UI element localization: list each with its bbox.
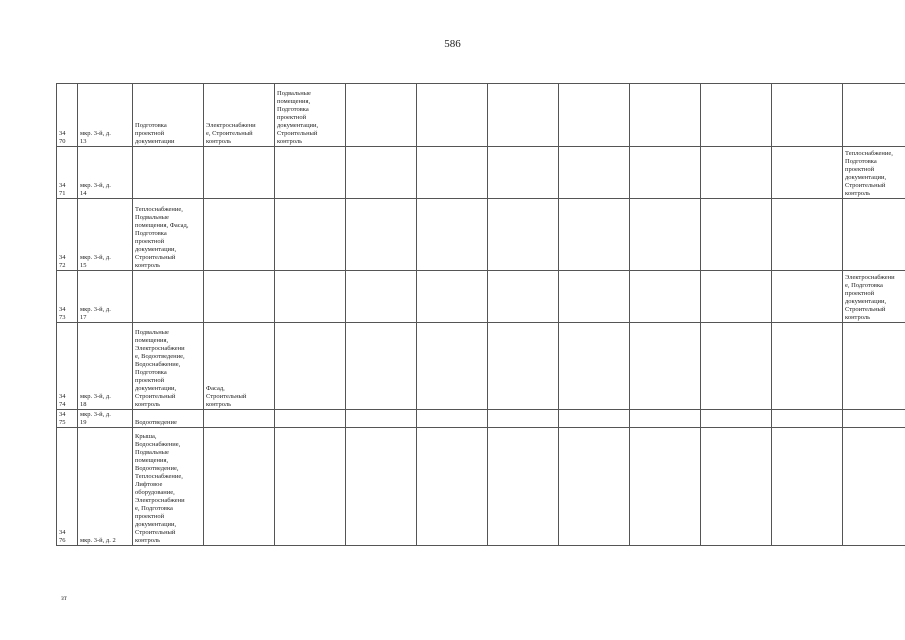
works-cell-3 [275, 147, 346, 199]
works-cell-12 [843, 410, 905, 428]
table-row [57, 410, 905, 428]
works-cell-12 [843, 428, 905, 546]
works-cell-3 [275, 271, 346, 323]
empty-cell [701, 271, 772, 323]
empty-cell [488, 147, 559, 199]
empty-cell [772, 84, 843, 147]
empty-cell [701, 84, 772, 147]
empty-cell [488, 199, 559, 271]
empty-cell [417, 323, 488, 410]
empty-cell [630, 147, 701, 199]
empty-cell [559, 410, 630, 428]
empty-cell [701, 428, 772, 546]
works-cell-2 [204, 199, 275, 271]
empty-cell [772, 271, 843, 323]
empty-cell [488, 428, 559, 546]
address-cell: мкр. 3-й, д. 13 [78, 84, 133, 147]
works-cell-1: Крыша, Водоснабжение, Подвальные помещения, Водоотведение, Теплоснабжение, Лифтовое оборудование, Электроснабжени e, Подготовка проектной документации, Строительный контроль [133, 428, 204, 546]
empty-cell [417, 410, 488, 428]
footer-mark: зт [61, 594, 67, 602]
works-cell-1: Водоотведение [133, 410, 204, 428]
empty-cell [630, 428, 701, 546]
empty-cell [630, 410, 701, 428]
works-cell-12 [843, 84, 905, 147]
empty-cell [488, 410, 559, 428]
works-cell-2: Фасад, Строительный контроль [204, 323, 275, 410]
empty-cell [630, 323, 701, 410]
empty-cell [346, 199, 417, 271]
empty-cell [417, 84, 488, 147]
row-number-cell: 34 72 [57, 199, 78, 271]
empty-cell [559, 271, 630, 323]
row-number-cell: 34 76 [57, 428, 78, 546]
empty-cell [701, 410, 772, 428]
table-row [57, 84, 905, 147]
works-cell-1 [133, 271, 204, 323]
works-cell-1: Подготовка проектной документации [133, 84, 204, 147]
empty-cell [417, 147, 488, 199]
empty-cell [488, 84, 559, 147]
empty-cell [772, 428, 843, 546]
works-cell-2: Электроснабжени e, Строительный контроль [204, 84, 275, 147]
empty-cell [417, 428, 488, 546]
works-cell-12 [843, 199, 905, 271]
works-cell-12 [843, 323, 905, 410]
empty-cell [772, 323, 843, 410]
empty-cell [701, 147, 772, 199]
works-cell-1 [133, 147, 204, 199]
empty-cell [559, 323, 630, 410]
address-cell: мкр. 3-й, д. 14 [78, 147, 133, 199]
empty-cell [701, 199, 772, 271]
works-cell-12: Теплоснабжение, Подготовка проектной документации, Строительный контроль [843, 147, 905, 199]
address-cell: мкр. 3-й, д. 2 [78, 428, 133, 546]
table-row [57, 147, 905, 199]
row-number-cell: 34 74 [57, 323, 78, 410]
empty-cell [417, 271, 488, 323]
works-cell-2 [204, 271, 275, 323]
empty-cell [559, 428, 630, 546]
empty-cell [772, 410, 843, 428]
empty-cell [630, 84, 701, 147]
works-cell-1: Теплоснабжение, Подвальные помещения, Фасад, Подготовка проектной документации, Строительный контроль [133, 199, 204, 271]
works-cell-3 [275, 323, 346, 410]
empty-cell [417, 199, 488, 271]
page-number: 586 [444, 38, 461, 50]
empty-cell [772, 199, 843, 271]
works-cell-3 [275, 410, 346, 428]
repair-schedule-table [56, 83, 905, 546]
works-cell-1: Подвальные помещения, Электроснабжени e, Водоотведение, Водоснабжение, Подготовка проектной документации, Строительный контроль [133, 323, 204, 410]
empty-cell [701, 323, 772, 410]
empty-cell [346, 323, 417, 410]
address-cell: мкр. 3-й, д. 19 [78, 410, 133, 428]
row-number-cell: 34 71 [57, 147, 78, 199]
empty-cell [630, 199, 701, 271]
empty-cell [559, 199, 630, 271]
address-cell: мкр. 3-й, д. 18 [78, 323, 133, 410]
empty-cell [630, 271, 701, 323]
table-row [57, 199, 905, 271]
works-cell-3 [275, 199, 346, 271]
table-row [57, 271, 905, 323]
empty-cell [346, 410, 417, 428]
works-cell-2 [204, 147, 275, 199]
empty-cell [346, 428, 417, 546]
row-number-cell: 34 73 [57, 271, 78, 323]
empty-cell [346, 147, 417, 199]
empty-cell [488, 271, 559, 323]
empty-cell [559, 84, 630, 147]
empty-cell [772, 147, 843, 199]
works-cell-2 [204, 410, 275, 428]
address-cell: мкр. 3-й, д. 15 [78, 199, 133, 271]
works-cell-3: Подвальные помещения, Подготовка проектной документации, Строительный контроль [275, 84, 346, 147]
table-row [57, 323, 905, 410]
works-cell-2 [204, 428, 275, 546]
empty-cell [559, 147, 630, 199]
row-number-cell: 34 75 [57, 410, 78, 428]
empty-cell [488, 323, 559, 410]
row-number-cell: 34 70 [57, 84, 78, 147]
works-cell-3 [275, 428, 346, 546]
address-cell: мкр. 3-й, д. 17 [78, 271, 133, 323]
table-row [57, 428, 905, 546]
works-cell-12: Электроснабжени e, Подготовка проектной документации, Строительный контроль [843, 271, 905, 323]
empty-cell [346, 271, 417, 323]
empty-cell [346, 84, 417, 147]
